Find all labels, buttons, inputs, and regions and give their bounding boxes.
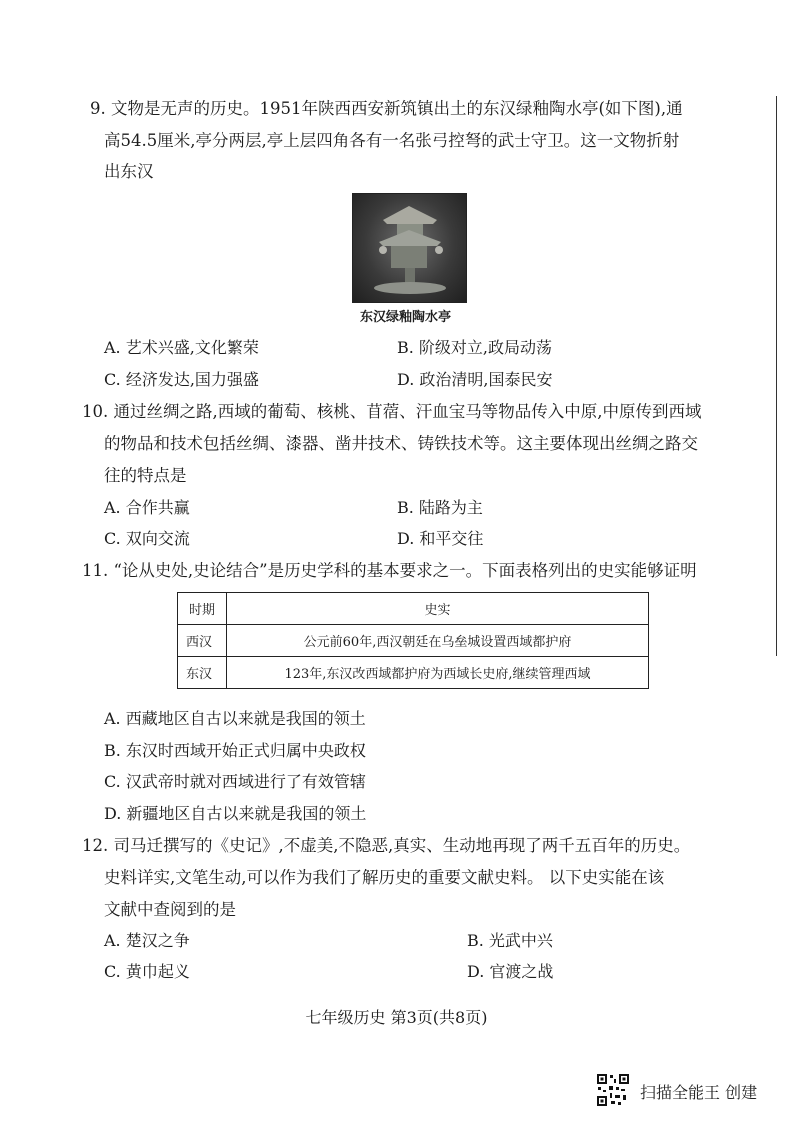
page-footer: 七年级历史 第3页(共8页) (305, 1008, 488, 1027)
q12-option-a: A. 楚汉之争 (104, 931, 190, 950)
history-facts-table (177, 592, 649, 689)
scanner-watermark: 扫描全能王 创建 (640, 1083, 758, 1102)
margin-rule (776, 96, 777, 656)
q10-option-d: D. 和平交往 (397, 529, 484, 548)
q9-line-1: 9. 文物是无声的历史。1951年陕西西安新筑镇出土的东汉绿釉陶水亭(如下图),通 (90, 99, 683, 118)
q11-option-c: C. 汉武帝时就对西域进行了有效管辖 (104, 772, 366, 791)
table-header-period: 时期 (178, 593, 227, 625)
q9-option-c: C. 经济发达,国力强盛 (104, 370, 259, 389)
q10-option-b: B. 陆路为主 (397, 498, 483, 517)
q11-option-d: D. 新疆地区自古以来就是我国的领土 (104, 804, 367, 823)
q11-option-a: A. 西藏地区自古以来就是我国的领土 (104, 709, 366, 728)
table-cell-period: 东汉 (178, 657, 227, 689)
q9-option-b: B. 阶级对立,政局动荡 (397, 338, 553, 357)
q10-line-2: 的物品和技术包括丝绸、漆器、凿井技术、铸铁技术等。这主要体现出丝绸之路交 (104, 434, 698, 453)
table-cell-fact: 123年,东汉改西域都护府为西域长史府,继续管理西域 (227, 657, 649, 689)
table-row (178, 657, 649, 689)
pavilion-illustration (353, 194, 466, 302)
photo-caption: 东汉绿釉陶水亭 (360, 310, 452, 325)
pottery-water-pavilion-photo (352, 193, 467, 303)
q12-option-c: C. 黄巾起义 (104, 962, 190, 981)
table-cell-period: 西汉 (178, 625, 227, 657)
table-row (178, 625, 649, 657)
q10-line-1: 10. 通过丝绸之路,西域的葡萄、核桃、苜蓿、汗血宝马等物品传入中原,中原传到西域 (82, 402, 702, 421)
q9-option-d: D. 政治清明,国泰民安 (397, 370, 553, 389)
q12-option-b: B. 光武中兴 (467, 931, 553, 950)
qr-code-icon (596, 1073, 630, 1107)
q10-line-3: 往的特点是 (104, 466, 187, 485)
q12-line-1: 12. 司马迁撰写的《史记》,不虚美,不隐恶,真实、生动地再现了两千五百年的历史。 (82, 836, 691, 855)
q9-option-a: A. 艺术兴盛,文化繁荣 (104, 338, 259, 357)
q10-option-a: A. 合作共赢 (104, 498, 190, 517)
q12-line-3: 文献中查阅到的是 (104, 900, 236, 919)
table-header-row (178, 593, 649, 625)
q9-line-3: 出东汉 (104, 162, 154, 181)
q9-line-2: 高54.5厘米,亭分两层,亭上层四角各有一名张弓控弩的武士守卫。这一文物折射 (104, 131, 680, 150)
q11-line-1: 11. “论从史处,史论结合”是历史学科的基本要求之一。下面表格列出的史实能够证明 (82, 561, 697, 580)
q11-option-b: B. 东汉时西域开始正式归属中央政权 (104, 741, 366, 760)
table-header-fact: 史实 (227, 593, 649, 625)
q10-option-c: C. 双向交流 (104, 529, 190, 548)
table-cell-fact: 公元前60年,西汉朝廷在乌垒城设置西域都护府 (227, 625, 649, 657)
q12-line-2: 史料详实,文笔生动,可以作为我们了解历史的重要文献史料。 以下史实能在该 (104, 868, 665, 887)
q12-option-d: D. 官渡之战 (467, 962, 554, 981)
